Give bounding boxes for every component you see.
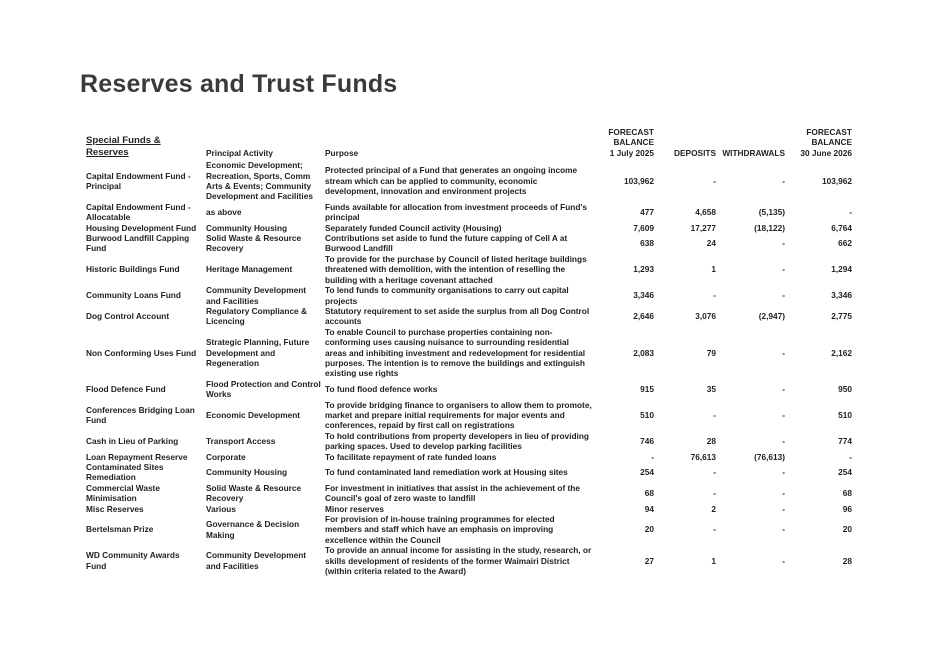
principal-activity: Economic Development; Recreation, Sports, Comm Arts & Events; Community Development and Facilities [206,160,313,202]
table-row [84,202,854,223]
withdrawals: (5,135) [758,207,785,218]
opening-balance: 68 [644,488,654,499]
fund-name: Bertelsman Prize [86,524,154,535]
deposits: 28 [706,435,716,446]
purpose: To fund flood defence works [325,383,438,394]
fund-name: Loan Repayment Reserve [86,451,188,462]
purpose: To fund contaminated land remediation work at Housing sites [325,467,568,478]
opening-balance: 510 [640,409,654,420]
principal-activity: Heritage Management [206,264,293,275]
deposits: 3,076 [695,311,716,322]
table-row [84,483,854,504]
principal-activity: Governance & Decision Making [206,519,300,540]
purpose: To provide bridging finance to organisers to allow them to promote, market and prepare initial requirements for major events and conferences, repaid by first call on registrations [325,399,592,431]
principal-activity: Various [206,503,236,514]
purpose: To provide an annual income for assisting in the study, research, or skills development of residents of the former Waimairi District (within criteria related to the Award) [325,545,592,577]
deposits: - [713,467,716,478]
reserves-table [84,127,854,576]
fund-name: Historic Buildings Fund [86,264,180,275]
opening-balance: 20 [644,524,654,535]
closing-balance: 20 [842,524,852,535]
header-opening-balance: FORECAST BALANCE 1 July 2025 [608,127,654,158]
principal-activity: Community Development and Facilities [206,285,307,306]
principal-activity: Community Housing [206,222,288,233]
deposits: 1 [711,555,716,566]
table-row [84,462,854,483]
withdrawals: - [782,409,785,420]
table-row [84,431,854,452]
closing-balance: 510 [838,409,852,420]
fund-name: WD Community Awards Fund [86,550,180,571]
opening-balance: 746 [640,435,654,446]
deposits: - [713,488,716,499]
table-row [84,504,854,514]
fund-name: Contaminated Sites Remediation [86,462,164,483]
table-row [84,514,854,545]
opening-balance: 7,609 [633,222,654,233]
withdrawals: - [782,290,785,301]
closing-balance: 254 [838,467,852,478]
closing-balance: 774 [838,435,852,446]
opening-balance: 3,346 [633,290,654,301]
purpose: To facilitate repayment of rate funded loans [325,451,497,462]
deposits: - [713,175,716,186]
withdrawals: - [782,524,785,535]
opening-balance: 254 [640,467,654,478]
purpose: For investment in initiatives that assist in the achievement of the Council's goal of zero waste to landfill [325,482,580,504]
fund-name: Capital Endowment Fund - Principal [86,170,191,192]
deposits: 76,613 [690,451,716,462]
opening-balance: 915 [640,383,654,394]
purpose: To lend funds to community organisations to carry out capital projects [325,285,569,306]
opening-balance: 27 [644,555,654,566]
purpose: To provide for the purchase by Council of listed heritage buildings threatened with demolition, with the intention of reselling the building with a heritage covenant attached [325,253,587,285]
closing-balance: 950 [838,383,852,394]
deposits: 24 [706,238,716,249]
fund-name: Cash in Lieu of Parking [86,435,179,446]
deposits: 1 [711,264,716,275]
closing-balance: 68 [842,488,852,499]
header-withdrawals: WITHDRAWALS [722,147,785,158]
withdrawals: (2,947) [758,311,785,322]
opening-balance: 2,083 [633,347,654,358]
deposits: - [713,290,716,301]
table-row [84,223,854,233]
fund-name: Commercial Waste Minimisation [86,482,160,504]
withdrawals: - [782,435,785,446]
table-row [84,327,854,379]
fund-name: Conferences Bridging Loan Fund [86,404,195,426]
closing-balance: 2,775 [831,311,852,322]
purpose: To enable Council to purchase properties containing non-conforming uses causing nuisance to surrounding residential areas and inhibiting investment and redevelopment for residential purposes. The intention is to remove the buildings and extinguish existing use rights [325,326,586,379]
deposits: 17,277 [690,222,716,233]
principal-activity: Regulatory Compliance & Licencing [206,305,307,327]
withdrawals: - [782,175,785,186]
fund-name: Misc Reserves [86,503,144,514]
deposits: 4,658 [695,207,716,218]
withdrawals: - [782,238,785,249]
withdrawals: (18,122) [754,222,785,233]
table-row [84,233,854,254]
deposits: 2 [711,503,716,514]
fund-name: Dog Control Account [86,311,170,322]
principal-activity: Solid Waste & Resource Recovery [206,233,302,254]
deposits: - [713,409,716,420]
table-row [84,254,854,285]
closing-balance: 6,764 [831,222,852,233]
purpose: Funds available for allocation from investment proceeds of Fund's principal [325,201,587,223]
closing-balance: 662 [838,238,852,249]
header-fund: Special Funds & Reserves [86,135,161,158]
closing-balance: 96 [842,503,852,514]
closing-balance: - [849,207,852,218]
table-row [84,379,854,400]
fund-name: Capital Endowment Fund - Allocatable [86,201,191,223]
purpose: Minor reserves [325,503,385,514]
closing-balance: 28 [842,555,852,566]
table-row [84,545,854,576]
closing-balance: 3,346 [831,290,852,301]
closing-balance: 2,162 [831,347,852,358]
principal-activity: Flood Protection and Control Works [206,378,321,400]
header-closing-balance: FORECAST BALANCE 30 June 2026 [800,127,852,158]
principal-activity: Economic Development [206,409,301,420]
opening-balance: 1,293 [633,264,654,275]
principal-activity: Community Housing [206,467,288,478]
purpose: Separately funded Council activity (Housing) [325,222,502,233]
table-header-row [84,127,854,160]
principal-activity: Corporate [206,451,246,462]
purpose: Statutory requirement to set aside the surplus from all Dog Control accounts [325,305,590,327]
fund-name: Non Conforming Uses Fund [86,347,197,358]
opening-balance: 638 [640,238,654,249]
fund-name: Community Loans Fund [86,290,181,301]
opening-balance: 94 [644,503,654,514]
closing-balance: - [849,451,852,462]
fund-name: Burwood Landfill Capping Fund [86,233,190,254]
opening-balance: 2,646 [633,311,654,322]
principal-activity: Community Development and Facilities [206,550,307,571]
principal-activity: Transport Access [206,435,276,446]
purpose: Protected principal of a Fund that generates an ongoing income stream which can be applied to community, economic development, innovation and environment projects [325,165,578,197]
page-title: Reserves and Trust Funds [80,70,398,98]
withdrawals: - [782,264,785,275]
opening-balance: 477 [640,207,654,218]
header-deposits: DEPOSITS [674,147,716,158]
closing-balance: 103,962 [822,175,852,186]
opening-balance: 103,962 [624,175,654,186]
purpose: To hold contributions from property developers in lieu of providing parking spaces. Used to develop parking facilities [325,430,589,452]
table-row [84,285,854,306]
table-row [84,400,854,431]
withdrawals: - [782,488,785,499]
table-row [84,160,854,202]
fund-name: Flood Defence Fund [86,383,166,394]
withdrawals: - [782,383,785,394]
withdrawals: - [782,467,785,478]
closing-balance: 1,294 [831,264,852,275]
fund-name: Housing Development Fund [86,222,197,233]
withdrawals: - [782,503,785,514]
deposits: - [713,524,716,535]
withdrawals: - [782,347,785,358]
withdrawals: - [782,555,785,566]
purpose: For provision of in-house training programmes for elected members and staff which have an emphasis on improving excellence within the Council [325,514,555,545]
principal-activity: as above [206,207,242,218]
purpose: Contributions set aside to fund the future capping of Cell A at Burwood Landfill [325,233,568,254]
principal-activity: Solid Waste & Resource Recovery [206,482,302,504]
deposits: 35 [706,383,716,394]
table-row [84,306,854,327]
opening-balance: - [651,451,654,462]
header-activity: Principal Activity [206,147,274,158]
header-purpose: Purpose [325,147,359,158]
withdrawals: (76,613) [754,451,785,462]
deposits: 79 [706,347,716,358]
principal-activity: Strategic Planning, Future Development and Regeneration [206,337,310,368]
table-row [84,452,854,462]
